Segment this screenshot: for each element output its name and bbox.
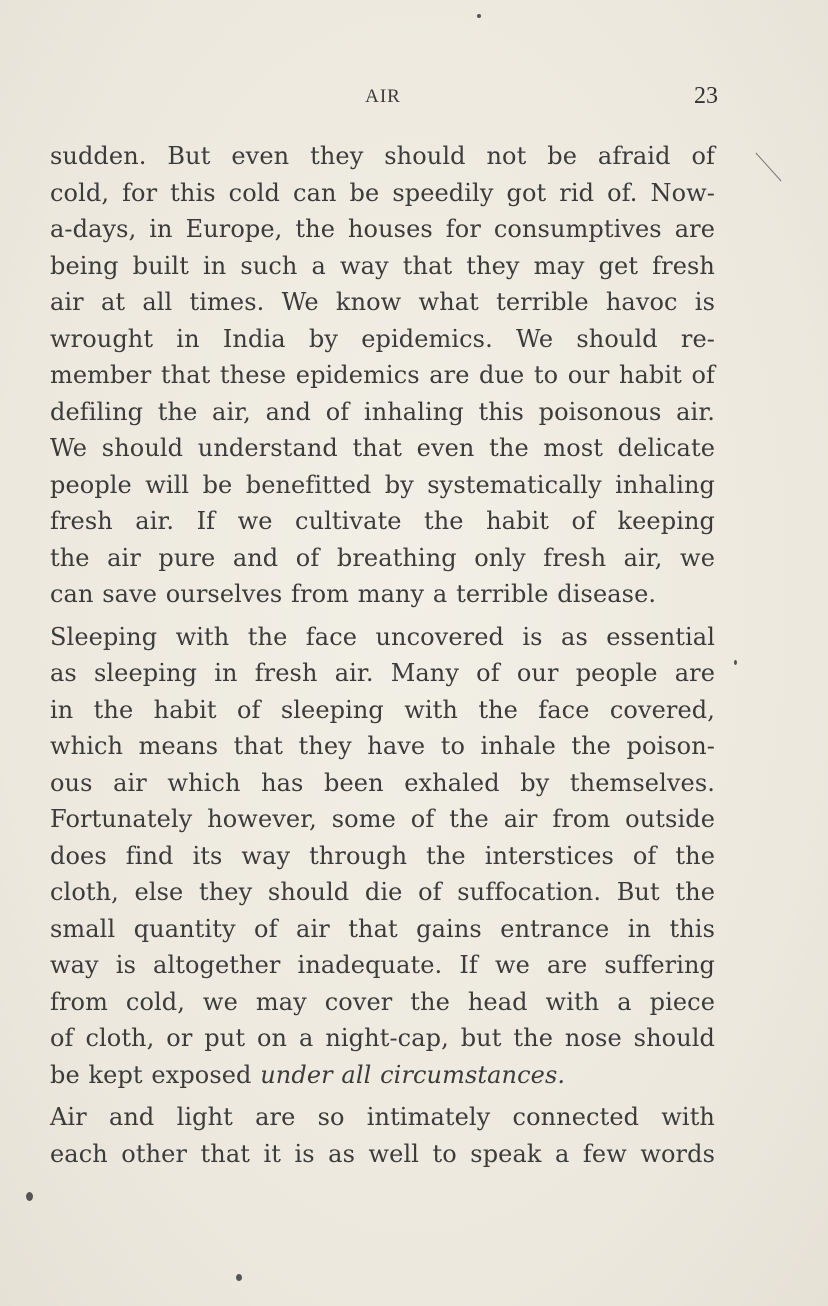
text-line: being built in such a way that they may get fresh <box>50 251 715 280</box>
text-line: from cold, we may cover the head with a piece <box>50 987 715 1016</box>
text-line: as sleeping in fresh air. Many of our people are <box>50 659 715 687</box>
text-plain: be kept exposed <box>50 1060 261 1089</box>
page-header <box>48 83 718 116</box>
text-line: can save ourselves from many a terrible disease. <box>50 580 657 608</box>
text-line: Air and light are so intimately connected with <box>50 1103 715 1131</box>
paragraph-2 <box>50 619 715 1094</box>
text-line: a-days, in Europe, the houses for consumptives are <box>50 215 715 243</box>
text-line: air at all times. We know what terrible havoc is <box>50 288 715 316</box>
paragraph-1 <box>50 138 715 613</box>
text-line: sudden. But even they should not be afraid of <box>50 142 715 170</box>
text-line: cloth, else they should die of suffocation. But the <box>50 878 715 906</box>
text-line: the air pure and of breathing only fresh air, we <box>50 543 715 572</box>
body-text <box>50 138 715 1172</box>
print-speck <box>477 14 481 18</box>
text-line: of cloth, or put on a night-cap, but the nose should <box>50 1024 715 1052</box>
text-line: fresh air. If we cultivate the habit of keeping <box>50 507 715 535</box>
print-speck <box>26 1192 33 1201</box>
text-line: does find its way through the interstices of the <box>50 841 715 870</box>
text-line: wrought in India by epidemics. We should re- <box>50 324 715 353</box>
text-line: member that these epidemics are due to our habit of <box>50 361 715 389</box>
text-line: ous air which has been exhaled by themselves. <box>50 768 715 797</box>
scan-scratch <box>755 153 781 182</box>
italic-phrase: under all circumstances. <box>260 1060 566 1089</box>
print-speck <box>734 660 737 665</box>
text-line: Fortunately however, some of the air from outside <box>50 805 715 833</box>
text-line: defiling the air, and of inhaling this poisonous air. <box>50 397 715 426</box>
text-line: each other that it is as well to speak a few words <box>50 1139 715 1168</box>
print-speck <box>236 1274 242 1281</box>
text-line: small quantity of air that gains entrance in this <box>50 914 715 943</box>
running-head: AIR <box>365 86 401 107</box>
text-line: Sleeping with the face uncovered is as essential <box>50 622 715 651</box>
text-line: We should understand that even the most delicate <box>50 434 715 462</box>
text-line: way is altogether inadequate. If we are suffering <box>50 951 715 979</box>
text-line <box>50 1057 715 1094</box>
text-line: which means that they have to inhale the poison- <box>50 732 715 760</box>
page-number: 23 <box>694 83 718 109</box>
text-line: cold, for this cold can be speedily got rid of. Now- <box>50 178 715 207</box>
text-line: people will be benefitted by systematically inhaling <box>50 470 715 499</box>
paragraph-3 <box>50 1099 715 1172</box>
text-line: in the habit of sleeping with the face covered, <box>50 695 715 724</box>
